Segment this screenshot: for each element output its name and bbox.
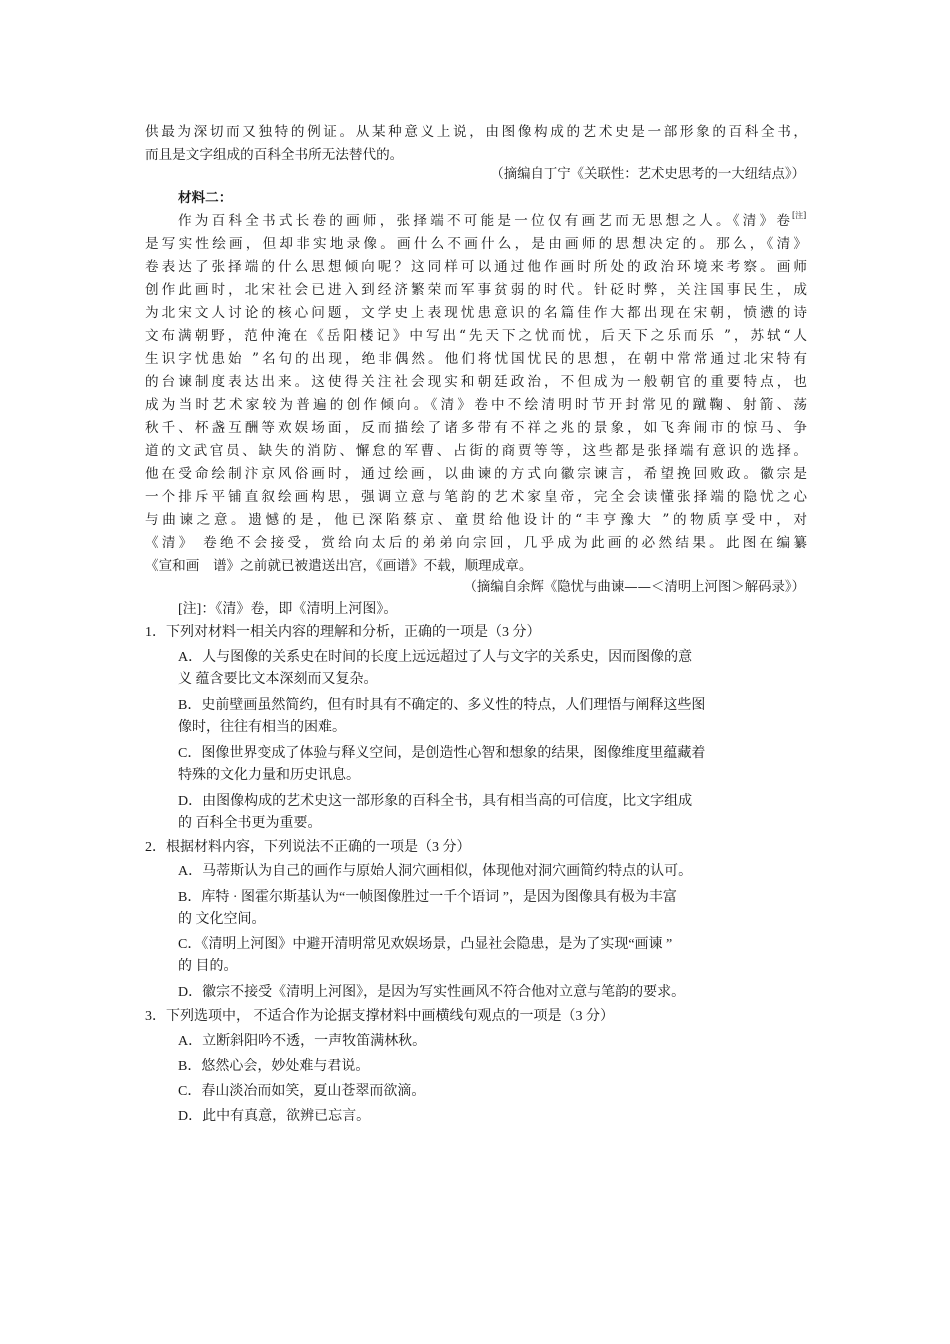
passage-line: 秋千、杯盏互酬等欢娱场面，反而描绘了诸多带有不祥之兆的景象，如飞奔闹市的惊马、争 [145,420,807,436]
passage-line: 是写实性绘画，但却非实地录像。画什么不画什么，是由画师的思想决定的。那么，《清》 [145,236,807,252]
passage-line: 他在受命绘制汴京风俗画时，通过绘画，以曲谏的方式向徽宗谏言，希望挽回败政。徽宗是 [145,466,807,482]
passage-line: 《宣和画 谱》之前就已被遣送出宫，《画谱》不载，顺理成章。 [145,558,533,574]
passage-line: 创作此画时，北宋社会已进入到经济繁荣而军事贫弱的时代。针砭时弊，关注国事民生，成 [145,282,807,298]
option-b-line-2: 像时，往往有相当的困难。 [178,720,346,735]
option-a-line-1: A．马蒂斯认为自己的画作与原始人洞穴画相似，体现他对洞穴画简约特点的认可。 [178,864,693,879]
option-a-line-1: A．立断斜阳吟不透，一声牧笛满林秋。 [178,1034,427,1049]
passage-line: 《清》 卷绝不会接受，赏给向太后的弟弟向宗回，几乎成为此画的必然结果。此图在编纂 [145,535,807,551]
question-stem: 1．下列对材料一相关内容的理解和分析，正确的一项是（3 分） [145,625,541,640]
passage-line: 的台谏制度表达出来。这使得关注社会现实和朝廷政治，不但成为一般朝官的重要特点，也 [145,374,807,390]
passage-line: 文布满朝野，范仲淹在《岳阳楼记》中写出“先天下之忧而忧，后天下之乐而乐 ”，苏轼“人 [145,328,807,344]
passage-line: 生识字忧患始 ”名句的出现，绝非偶然。他们将忧国忧民的思想，在朝中常常通过北宋特有 [145,351,807,367]
option-b-line-1: B．悠然心会，妙处难与君说。 [178,1059,370,1074]
option-b-line-1: B．史前壁画虽然简约，但有时具有不确定的、多义性的特点，人们理悟与阐释这些图 [178,698,706,713]
option-c-line-1: C．图像世界变成了体验与释义空间，是创造性心智和想象的结果，图像维度里蕴藏着 [178,746,706,761]
question-stem: 2．根据材料内容，下列说法不正确的一项是（3 分） [145,840,471,855]
option-c-line-1: C．《清明上河图》中避开清明常见欢娱场景，凸显社会隐患，是为了实现“画谏 ” [178,937,673,952]
option-a-line-2: 义 蕴含要比文本深刻而又复杂。 [178,672,378,687]
passage-line: 供最为深切而又独特的例证。从某种意义上说，由图像构成的艺术史是一部形象的百科全书， [145,124,807,140]
passage-line: 而且是文字组成的百科全书所无法替代的。 [145,147,404,163]
passage-line: 与曲谏之意。遗憾的是，他已深陷蔡京、童贯给他设计的“丰亨豫大 ”的物质享受中，对 [145,512,807,528]
material-heading: 材料二： [178,190,233,206]
option-c-line-2: 的 目的。 [178,959,238,974]
source-citation: （摘编自丁宁《关联性：艺术史思考的一大纽结点》） [490,167,805,182]
option-a-line-1: A．人与图像的关系史在时间的长度上远远超过了人与文字的关系史，因而图像的意 [178,650,693,665]
annotation-note: [注]：《清》卷，即《清明上河图》。 [178,602,398,617]
option-d-line-1: D．此中有真意，欲辨已忘言。 [178,1109,371,1124]
option-c-line-2: 特殊的文化力量和历史讯息。 [178,768,360,783]
option-d-line-2: 的 百科全书更为重要。 [178,816,322,831]
option-d-line-1: D．由图像构成的艺术史这一部形象的百科全书，具有相当高的可信度，比文字组成 [178,794,693,809]
option-b-line-2: 的 文化空间。 [178,912,266,927]
question-stem: 3．下列选项中， 不适合作为论据支撑材料中画横线句观点的一项是（3 分） [145,1009,614,1024]
passage-line: 卷表达了张择端的什么思想倾向呢？这同样可以通过他作画时所处的政治环境来考察。画师 [145,259,807,275]
passage-line: 作为百科全书式长卷的画师，张择端不可能是一位仅有画艺而无思想之人。《清》卷 [178,213,790,229]
option-b-line-1: B．库特 · 图霍尔斯基认为“一帧图像胜过一千个语词 ”，是因为图像具有极为丰富 [178,890,677,905]
option-c-line-1: C．春山淡冶而如笑，夏山苍翠而欲滴。 [178,1084,426,1099]
passage-line: 道的文武官员、缺失的消防、懈怠的军曹、占街的商贾等等，这些都是张择端有意识的选择。 [145,443,807,459]
passage-line: 一个排斥平铺直叙绘画构思，强调立意与笔韵的艺术家皇帝，完全会读懂张择端的隐忧之心 [145,489,807,505]
note-mark: [注] [792,211,807,220]
option-d-line-1: D．徽宗不接受《清明上河图》，是因为写实性画风不符合他对立意与笔韵的要求。 [178,985,686,1000]
passage-line: 成为当时艺术家较为普遍的创作倾向。《清》卷中不绘清明时节开封常见的蹴鞠、射箭、荡 [145,397,807,413]
source-citation: （摘编自余辉《隐忧与曲谏——＜清明上河图＞解码录》） [463,580,805,595]
passage-line: 为北宋文人讨论的核心问题，文学史上表现忧患意识的名篇佳作大都出现在宋朝，愤懑的诗 [145,305,807,321]
